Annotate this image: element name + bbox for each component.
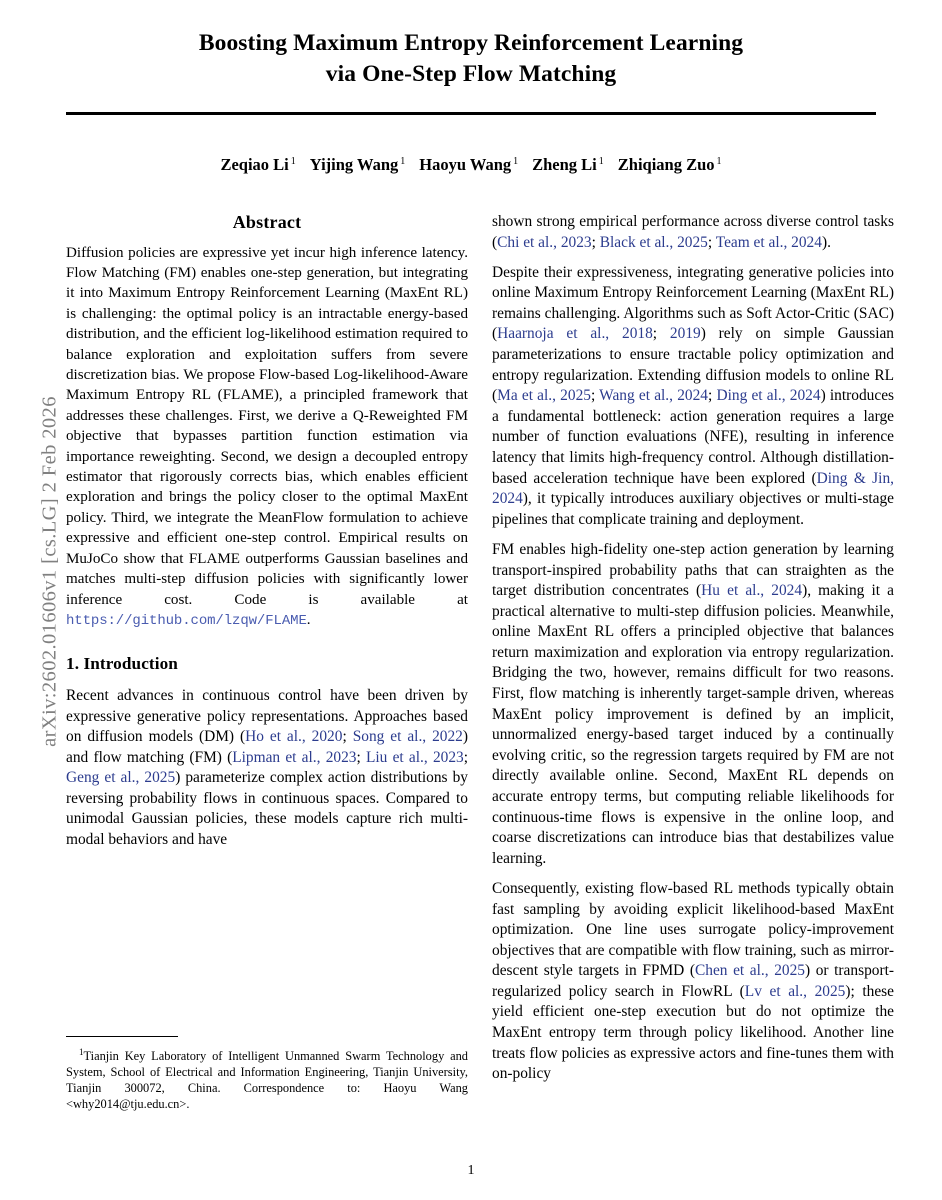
body-text: ) rely on simple Gaussian parameterizations to ensure tractable policy optimization and entropy regularization. Extending diffusion models to online RL ( <box>492 325 895 405</box>
citation-link[interactable]: Geng et al., 2025 <box>66 769 176 787</box>
body-text: ) or transport-regularized policy search in FlowRL ( <box>492 962 894 1000</box>
citation-link[interactable]: Black et al., 2025 <box>599 233 708 251</box>
title-line-1: Boosting Maximum Entropy Reinforcement Learning <box>198 30 744 56</box>
citation-link[interactable]: Team et al., 2024 <box>715 233 822 251</box>
body-text: ) parameterize complex action distributions by reversing probability flows in continuous spaces. Compared to unimodal Gaussian policies, these models capture rich multi-modal behaviors and have <box>66 769 468 849</box>
body-text: ; <box>590 387 600 405</box>
citation-link[interactable]: Liu et al., 2023 <box>366 748 464 766</box>
citation-link[interactable]: Ding et al., 2024 <box>716 387 821 405</box>
author-affiliation-mark: 1 <box>290 155 296 167</box>
body-text: ) introduces a fundamental bottleneck: action generation requires a large number of function evaluations (NFE), resulting in inference latency that limits high-frequency control. Although distillation-based acceleration technique have been explored ( <box>492 387 895 487</box>
citation-link[interactable]: Lipman et al., 2023 <box>232 748 357 766</box>
body-text: ; <box>708 387 717 405</box>
author-affiliation-mark: 1 <box>400 155 406 167</box>
body-text: FM enables high-fidelity one-step action generation by learning transport-inspired probability paths that can straighten as the target distribution concentrates ( <box>492 540 894 600</box>
body-text: ), making it a practical alternative to multi-step diffusion policies. Meanwhile, online MaxEnt RL offers a principled objective that balances return maximization and exploration via entropy regularization. Bridging the two, however, remains difficult for two reasons. First, flow matching is inherently target-sample driven, whereas MaxEnt policy improvement is defined by an implicit, unnormalized energy-based target induced by a continually evolving critic, so the regression targets required by FM are not directly available online. Second, MaxEnt RL depends on accurate entropy terms, but computing reliable likelihoods for continuous-time flows is expensive in the online loop, and coarse discretizations can introduce bias that destabilizes value learning. <box>492 582 894 867</box>
body-text: ); these yield efficient one-step execution but do not optimize the MaxEnt entropy term through policy likelihood. Another line treats flow policies as expressive actors and fine-tunes them with on-policy <box>492 982 894 1083</box>
citation-link[interactable]: Hu et al., 2024 <box>701 582 803 600</box>
citation-link[interactable]: Lv et al., 2025 <box>744 982 846 1000</box>
citation-link[interactable]: Ding & Jin, 2024 <box>492 469 894 508</box>
body-text: ; <box>707 233 716 251</box>
paragraph-intro-p1 <box>66 686 468 851</box>
body-text: ; <box>591 233 600 251</box>
body-text: Consequently, existing flow-based RL methods typically obtain fast sampling by avoiding explicit likelihood-based MaxEnt optimization. One line uses surrogate policy-improvement objectives that are compatible with flow training, such as mirror-descent style targets in FPMD ( <box>492 879 894 980</box>
author-2 <box>310 155 406 174</box>
abstract-text: Diffusion policies are expressive yet incur high inference latency. Flow Matching (FM) enables one-step generation, but integrating it into Maximum Entropy Reinforcement Learning (MaxEnt RL) is challenging: the optimal policy is an intractable energy-based distribution, and the efficient log-likelihood estimation required to balance exploration and exploitation suffers from severe discretization bias. We propose Flow-based Log-likelihood-Aware Maximum Entropy RL (FLAME), a principled framework that addresses these challenges. First, we derive a Q-Reweighted FM objective that bypasses partition function estimation via importance reweighting. Second, we design a decoupled entropy estimator that rigorously corrects bias, which enables efficient exploration and brings the policy closer to the optimal MaxEnt policy. Third, we integrate the MeanFlow formulation to achieve expressive and efficient one-step control. Empirical results on MuJoCo show that FLAME outperforms Gaussian baselines and matches multi-step diffusion policies with significantly lower inference cost. Code is available at <box>66 244 468 608</box>
code-url-link[interactable]: https://github.com/lzqw/FLAME <box>66 612 307 629</box>
body-text: ). <box>821 233 831 251</box>
page-title <box>66 28 876 90</box>
author-5 <box>618 155 722 174</box>
author-name: Yijing Wang <box>309 155 399 174</box>
author-1 <box>220 155 295 174</box>
title-line-2: via One-Step Flow Matching <box>325 61 617 87</box>
author-affiliation-mark: 1 <box>598 155 604 167</box>
author-4 <box>532 155 604 174</box>
right-column-paragraphs <box>492 212 894 1085</box>
title-divider <box>66 112 876 115</box>
body-text: Despite their expressiveness, integrating generative policies into online Maximum Entropy Reinforcement Learning (MaxEnt RL) remains challenging. Algorithms such as Soft Actor-Critic (SAC) ( <box>492 263 894 343</box>
left-column <box>66 212 468 860</box>
footnote-divider <box>66 1036 178 1037</box>
citation-link[interactable]: Ho et al., 2020 <box>245 728 343 746</box>
right-column <box>492 212 894 1094</box>
citation-link[interactable]: Chi et al., 2023 <box>497 233 592 251</box>
author-name: Zheng Li <box>532 155 597 174</box>
body-text: shown strong empirical performance across diverse control tasks ( <box>492 213 894 251</box>
body-text: ; <box>652 325 670 343</box>
body-text: ; <box>463 748 469 766</box>
citation-link[interactable]: Song et al., 2022 <box>352 728 463 746</box>
author-name: Zeqiao Li <box>220 155 289 174</box>
abstract-body <box>66 243 468 632</box>
abstract-heading: Abstract <box>232 212 302 232</box>
body-text: ), it typically introduces auxiliary objectives or multi-stage pipelines that complicate training and deployment. <box>492 490 894 528</box>
body-text: Recent advances in continuous control have been driven by expressive generative policy representations. Approaches based on diffusion models (DM) ( <box>66 686 468 746</box>
body-text: ; <box>356 748 366 766</box>
paragraph-rc-p4 <box>492 879 894 1085</box>
page-number: 1 <box>467 1163 475 1178</box>
abstract-text-tail: . <box>306 611 311 628</box>
author-list <box>66 155 876 175</box>
section-heading-introduction: 1. Introduction <box>66 654 178 674</box>
footnote-mark: 1 <box>79 1047 84 1057</box>
author-affiliation-mark: 1 <box>716 155 722 167</box>
author-3 <box>419 155 518 174</box>
body-text: ) and flow matching (FM) ( <box>66 728 469 766</box>
footnote-text: Tianjin Key Laboratory of Intelligent Unmanned Swarm Technology and System, School of Electrical and Information Engineering, Tianjin University, Tianjin 300072, China. Correspondence to: Haoyu Wang <why2014@tju.edu.cn>. <box>66 1049 468 1112</box>
author-name: Zhiqiang Zuo <box>617 155 715 174</box>
author-affiliation-mark: 1 <box>513 155 519 167</box>
arxiv-stamp: arXiv:2602.01606v1 [cs.LG] 2 Feb 2026 <box>38 396 61 747</box>
citation-link[interactable]: 2019 <box>669 325 701 343</box>
paragraph-rc-p1 <box>492 212 894 253</box>
citation-link[interactable]: Wang et al., 2024 <box>599 387 708 405</box>
footnote-block <box>66 1036 468 1113</box>
citation-link[interactable]: Haarnoja et al., 2018 <box>497 325 653 343</box>
body-text: ; <box>342 728 353 746</box>
title-block <box>66 28 876 90</box>
author-name: Haoyu Wang <box>419 155 512 174</box>
paragraph-rc-p3 <box>492 540 894 870</box>
citation-link[interactable]: Ma et al., 2025 <box>497 387 591 405</box>
paragraph-rc-p2 <box>492 263 894 531</box>
left-column-paragraphs <box>66 686 468 851</box>
citation-link[interactable]: Chen et al., 2025 <box>695 962 805 980</box>
footnote-affiliation <box>66 1044 468 1113</box>
